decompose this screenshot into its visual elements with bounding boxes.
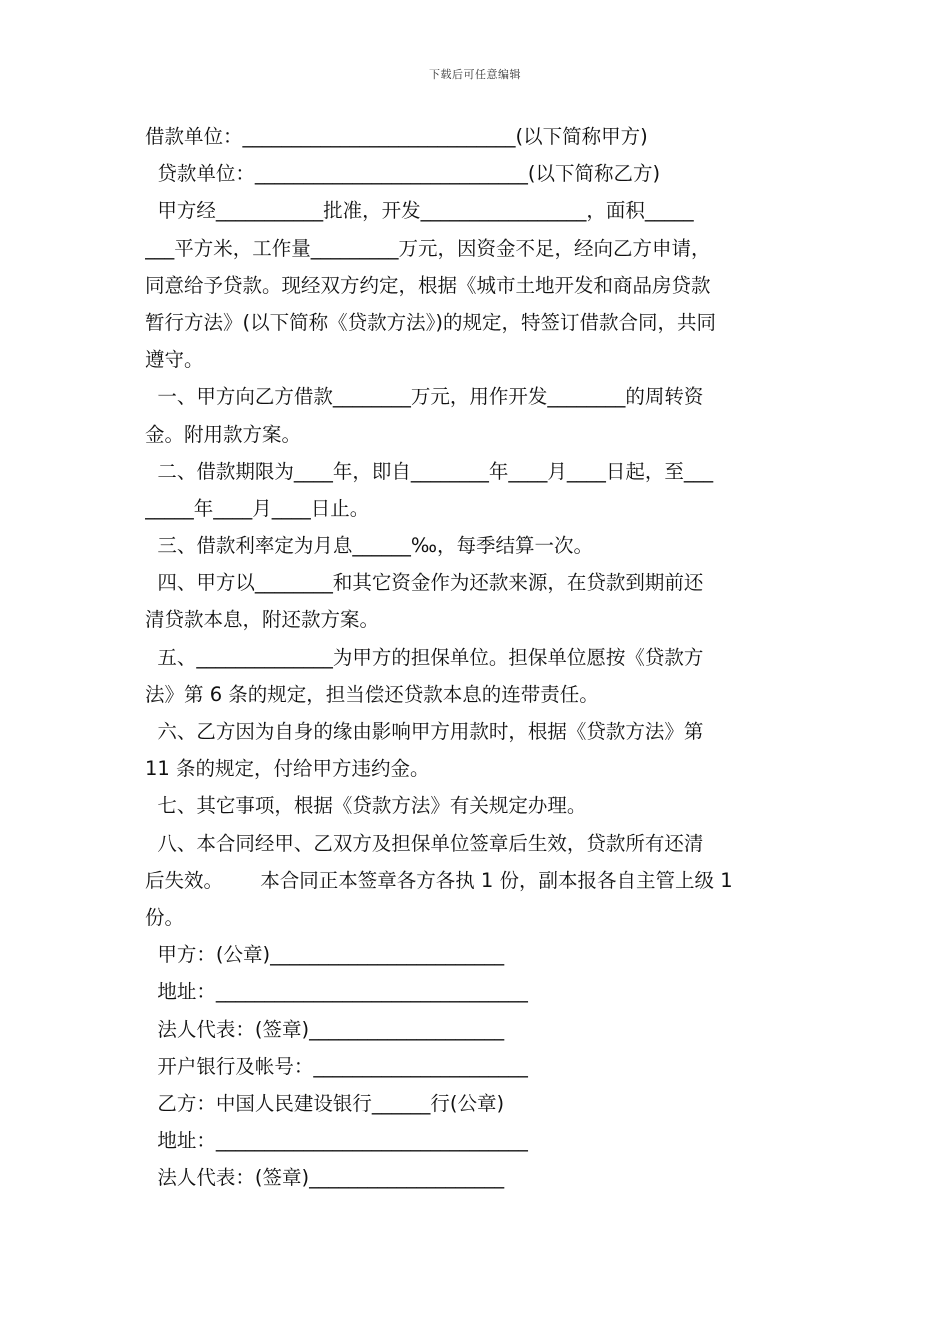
clause-5-line: 法》第 6 条的规定，担当偿还贷款本息的连带责任。: [145, 682, 599, 706]
preamble-line: 同意给予贷款。现经双方约定，根据《城市土地开发和商品房贷款: [145, 273, 711, 297]
preamble-line: 暂行方法》(以下简称《贷款方法》)的规定，特签订借款合同，共同: [145, 310, 716, 334]
clause-2-line: 二、借款期限为____年，即自________年____月____日起，至___: [145, 459, 714, 483]
clause-4-line: 四、甲方以________和其它资金作为还款来源，在贷款到期前还: [145, 571, 704, 595]
clause-8-line: 后失效。 本合同正本签章各方各执 1 份，副本报各自主管上级 1: [145, 868, 733, 892]
lender-unit-line: 贷款单位：____________________________(以下简称乙方): [145, 162, 661, 186]
party-a-seal-line: 甲方：(公章)________________________: [145, 943, 505, 967]
party-b-address-line: 地址：________________________________: [145, 1129, 528, 1153]
preamble-line: ___平方米，工作量_________万元，因资金不足，经向乙方申请，: [145, 236, 711, 260]
clause-3-line: 三、借款利率定为月息______‰，每季结算一次。: [145, 534, 594, 558]
preamble-line: 甲方经___________批准，开发_________________，面积_____: [145, 199, 694, 223]
clause-1-line: 金。附用款方案。: [145, 422, 302, 446]
clause-7-line: 七、其它事项，根据《贷款方法》有关规定办理。: [145, 794, 587, 818]
clause-5-line: 五、______________为甲方的担保单位。担保单位愿按《贷款方: [145, 645, 704, 669]
clause-4-line: 清贷款本息，附还款方案。: [145, 608, 380, 632]
clause-2-line: _____年____月____日止。: [145, 496, 370, 520]
page-header: 下载后可任意编辑: [429, 68, 521, 81]
party-a-bank-account-line: 开户银行及帐号：______________________: [145, 1054, 528, 1078]
clause-8-line: 份。: [145, 905, 185, 929]
clause-1-line: 一、甲方向乙方借款________万元，用作开发________的周转资: [145, 385, 704, 409]
clause-8-line: 八、本合同经甲、乙双方及担保单位签章后生效，贷款所有还清: [145, 831, 704, 855]
party-b-seal-line: 乙方：中国人民建设银行______行(公章): [145, 1091, 505, 1115]
clause-6-line: 六、乙方因为自身的缘由影响甲方用款时，根据《贷款方法》第: [145, 720, 704, 743]
borrower-unit-line: 借款单位：____________________________(以下简称甲方): [145, 125, 648, 148]
contract-body: [145, 118, 810, 1196]
party-a-address-line: 地址：________________________________: [145, 980, 528, 1004]
party-a-legal-rep-line: 法人代表：(签章)____________________: [145, 1017, 505, 1041]
party-b-legal-rep-line: 法人代表：(签章)____________________: [145, 1166, 505, 1190]
clause-6-line: 11 条的规定，付给甲方违约金。: [145, 757, 430, 781]
preamble-line: 遵守。: [145, 348, 204, 372]
